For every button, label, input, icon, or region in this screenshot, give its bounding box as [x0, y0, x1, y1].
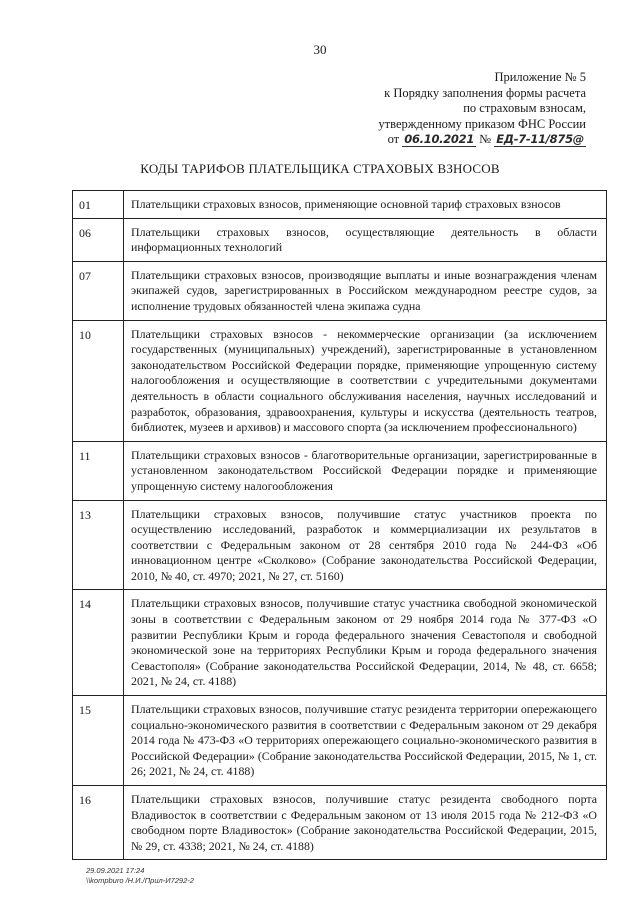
tariff-description: Плательщики страховых взносов, получившие статус резидента свободного порта Владивосток в соответствии с Федеральным законом от 13 июля 2015 года № 212-ФЗ «О свободном порте Владивосток» (Собрание законодательства Российской Федерации, 2015, № 29, ст. 4338; 2021, № 24, ст. 4188) [124, 786, 607, 860]
order-date-number-line [378, 132, 586, 148]
tariff-code: 16 [73, 786, 124, 860]
document-title: КОДЫ ТАРИФОВ ПЛАТЕЛЬЩИКА СТРАХОВЫХ ВЗНОСОВ [140, 161, 500, 176]
tariff-description: Плательщики страховых взносов, получившие статус участника свободной экономической зоны в соответствии с Федеральным законом от 29 ноября 2014 года № 377-ФЗ «О развитии Республики Крым и города федерального значения Севастополя и свободной экономической зоне на территориях Республики Крым и города федерального значения Севастополя» (Собрание законодательства Российской Федерации, 2014, № 48, ст. 6658; 2021, № 24, ст. 4188) [124, 590, 607, 696]
tariff-code: 07 [73, 261, 124, 320]
table-row [73, 696, 607, 786]
appendix-reference-line: утвержденному приказом ФНС России [378, 116, 586, 131]
table-row [73, 441, 607, 500]
table-row [73, 261, 607, 320]
tariff-code: 06 [73, 218, 124, 261]
file-path: \\kompburo /Н.И./Прил-И7292-2 [86, 876, 194, 885]
tariff-code: 10 [73, 320, 124, 441]
tariff-code: 13 [73, 500, 124, 590]
print-footer [86, 866, 194, 886]
tariff-code: 01 [73, 191, 124, 219]
print-timestamp: 29.09.2021 17:24 [86, 866, 145, 875]
tariff-description: Плательщики страховых взносов - некоммерческие организации (за исключением государственных (муниципальных) учреждений), зарегистрированные в установленном законодательством Российской Федерации порядке, применяющие упрощенную систему налогообложения и осуществляющие в соответствии с учредительными документами деятельность в области социального обслуживания населения, научных исследований и разработок, образования, здравоохранения, культуры и искусства (деятельность театров, библиотек, музеев и архивов) и массового спорта (за исключением профессионального) [124, 320, 607, 441]
table-row [73, 191, 607, 219]
tariff-codes-table [72, 190, 607, 860]
handwritten-date: 06.10.2021 [404, 132, 475, 146]
tariff-description: Плательщики страховых взносов, производящие выплаты и иные вознаграждения членам экипажей судов, зарегистрированных в Российском международном реестре судов, за исполнение трудовых обязанностей члена экипажа судна [124, 261, 607, 320]
tariff-code: 11 [73, 441, 124, 500]
tariff-code: 15 [73, 696, 124, 786]
appendix-reference-line: к Порядку заполнения формы расчета [384, 85, 586, 100]
date-prefix: от [387, 132, 400, 146]
table-row [73, 590, 607, 696]
tariff-code: 14 [73, 590, 124, 696]
tariff-description: Плательщики страховых взносов, осуществляющие деятельность в области информационных технологий [124, 218, 607, 261]
tariff-description: Плательщики страховых взносов, получившие статус участников проекта по осуществлению исследований, разработок и коммерциализации их результатов в соответствии с Федеральным законом от 28 сентября 2010 года № 244-ФЗ «Об инновационном центре «Сколково» (Собрание законодательства Российской Федерации, 2010, № 40, ст. 4970; 2021, № 27, ст. 5160) [124, 500, 607, 590]
tariff-description: Плательщики страховых взносов - благотворительные организации, зарегистрированные в установленном законодательством Российской Федерации порядке и применяющие упрощенную систему налогообложения [124, 441, 607, 500]
number-prefix: № [479, 132, 492, 146]
page-number: 30 [313, 42, 327, 57]
handwritten-order-number: ЕД-7-11/875@ [496, 132, 584, 146]
appendix-reference-line: по страховым взносам, [463, 101, 586, 115]
tariff-description: Плательщики страховых взносов, применяющие основной тариф страховых взносов [124, 191, 607, 219]
tariff-description: Плательщики страховых взносов, получившие статус резидента территории опережающего социально-экономического развития в соответствии с Федеральным законом от 29 декабря 2014 года № 473-ФЗ «О территориях опережающего социально-экономического развития в Российской Федерации» (Собрание законодательства Российской Федерации, 2015, № 1, ст. 26; 2021, № 24, ст. 4188) [124, 696, 607, 786]
appendix-title: Приложение № 5 [494, 70, 586, 84]
table-row [73, 320, 607, 441]
table-row [73, 500, 607, 590]
table-row [73, 218, 607, 261]
appendix-header [378, 70, 586, 148]
table-row [73, 786, 607, 860]
